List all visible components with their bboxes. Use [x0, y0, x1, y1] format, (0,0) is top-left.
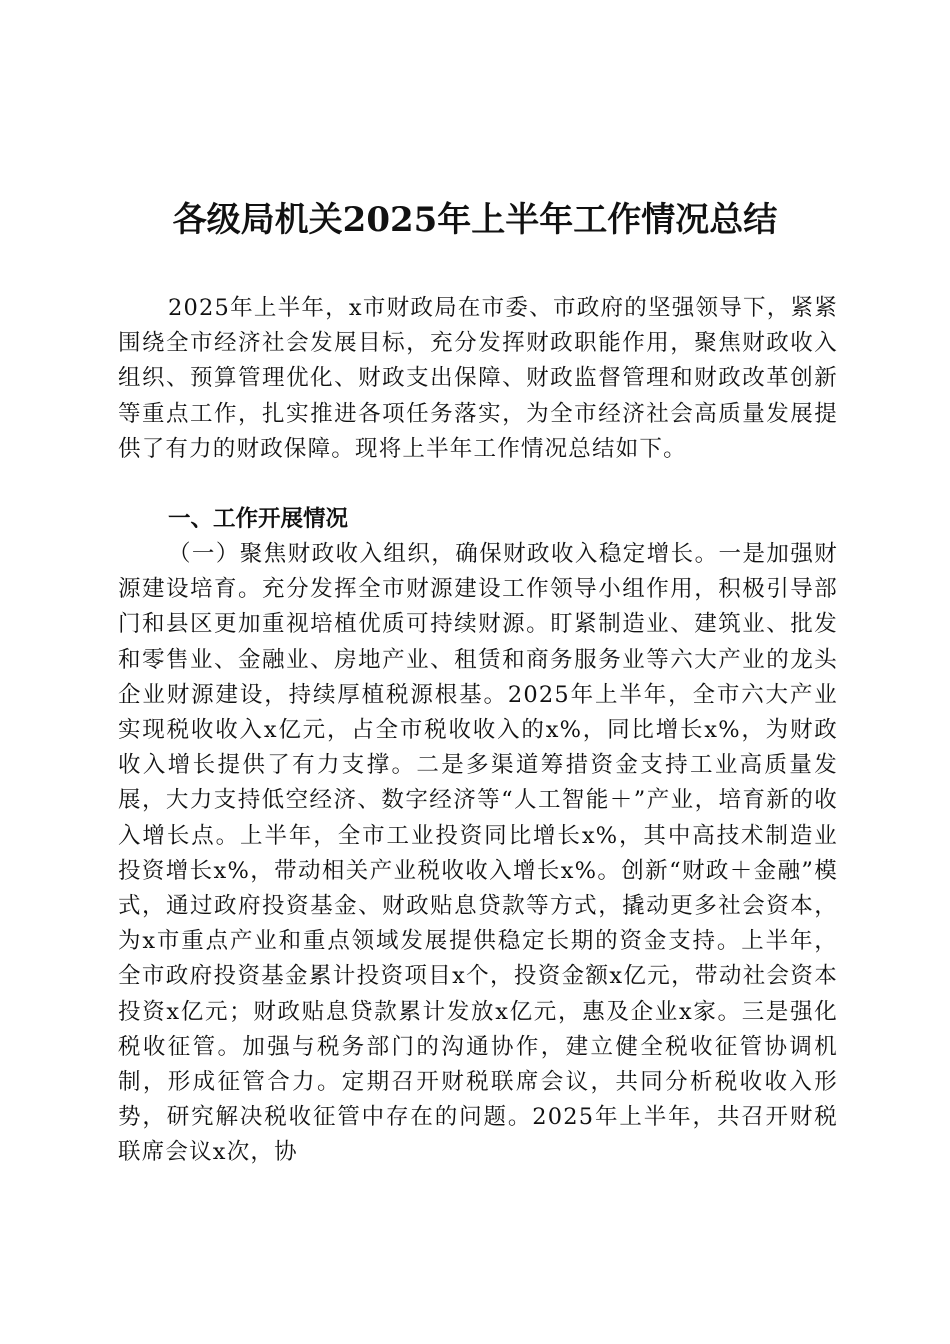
document-title: 各级局机关2025年上半年工作情况总结 [172, 200, 778, 240]
section-heading: 一、工作开展情况 [168, 506, 349, 532]
section-paragraph: （一）聚焦财政收入组织，确保财政收入稳定增长。一是加强财源建设培育。充分发挥全市财源建设工作领导小组作用，积极引导部门和县区更加重视培植优质可持续财源。盯紧制造业、建筑业、批发和零售业、金融业、房地产业、租赁和商务服务业等六大产业的龙头企业财源建设，持续厚植税源根基。2025年上半年，全市六大产业实现税收收入x亿元，占全市税收收入的x%，同比增长x%，为财政收入增长提供了有力支撑。二是多渠道筹措资金支持工业高质量发展，大力支持低空经济、数字经济等“人工智能＋”产业，培育新的收入增长点。上半年，全市工业投资同比增长x%，其中高技术制造业投资增长x%，带动相关产业税收收入增长x%。创新“财政＋金融”模式，通过政府投资基金、财政贴息贷款等方式，撬动更多社会资本，为x市重点产业和重点领域发展提供稳定长期的资金支持。上半年，全市政府投资基金累计投资项目x个，投资金额x亿元，带动社会资本投资x亿元；财政贴息贷款累计发放x亿元，惠及企业x家。三是强化税收征管。加强与税务部门的沟通协作，建立健全税收征管协调机制，形成征管合力。定期召开财税联席会议，共同分析税收收入形势，研究解决税收征管中存在的问题。2025年上半年，共召开财税联席会议x次，协 [118, 541, 838, 1166]
intro-paragraph: 2025年上半年，x市财政局在市委、市政府的坚强领导下，紧紧围绕全市经济社会发展目标，充分发挥财政职能作用，聚焦财政收入组织、预算管理优化、财政支出保障、财政监督管理和财政改革创新等重点工作，扎实推进各项任务落实，为全市经济社会高质量发展提供了有力的财政保障。现将上半年工作情况总结如下。 [118, 295, 838, 462]
